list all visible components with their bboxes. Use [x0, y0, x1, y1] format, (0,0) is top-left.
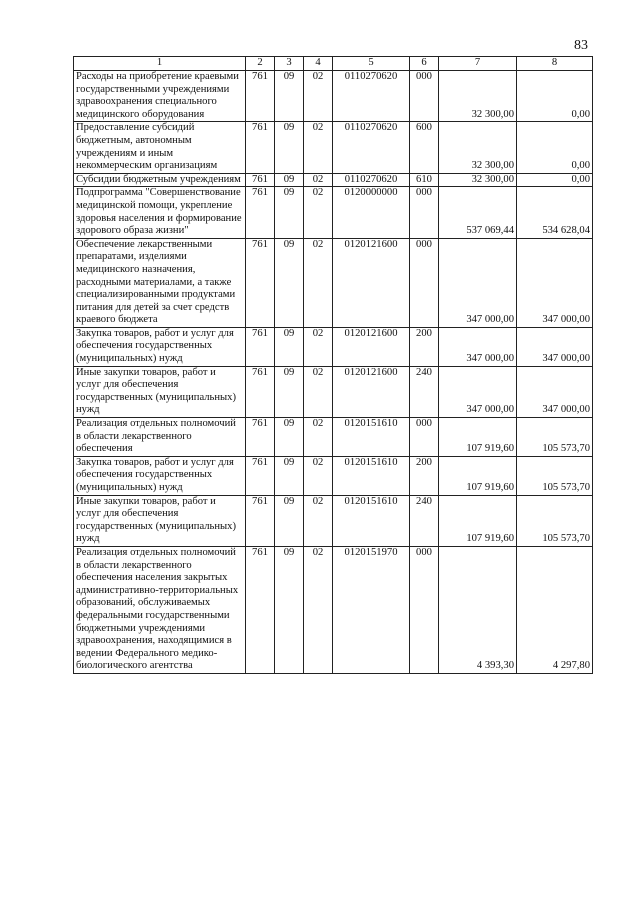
expense-name-cell: Закупка товаров, работ и услуг для обеспечения государственных (муниципальных) нужд — [74, 327, 246, 366]
subsection-code-cell: 02 — [304, 238, 333, 327]
section-code-cell: 09 — [275, 366, 304, 417]
amount-col7-cell: 347 000,00 — [439, 238, 517, 327]
table-row — [74, 173, 593, 187]
subsection-code-cell: 02 — [304, 71, 333, 122]
ministry-code-cell: 761 — [246, 238, 275, 327]
expense-name-cell: Обеспечение лекарственными препаратами, изделиями медицинского назначения, расходными материалами, а также специализированными продуктами питания для детей за счет средств краевого бюджета — [74, 238, 246, 327]
section-code-cell: 09 — [275, 495, 304, 546]
expense-type-cell: 240 — [410, 366, 439, 417]
table-row — [74, 456, 593, 495]
column-header: 6 — [410, 57, 439, 71]
amount-col7-cell: 347 000,00 — [439, 366, 517, 417]
column-header: 7 — [439, 57, 517, 71]
table-row — [74, 418, 593, 457]
section-code-cell: 09 — [275, 173, 304, 187]
amount-col8-cell: 105 573,70 — [517, 456, 593, 495]
subsection-code-cell: 02 — [304, 418, 333, 457]
amount-col8-cell: 347 000,00 — [517, 238, 593, 327]
subsection-code-cell: 02 — [304, 546, 333, 673]
section-code-cell: 09 — [275, 238, 304, 327]
target-item-cell: 0120121600 — [333, 327, 410, 366]
amount-col7-cell: 107 919,60 — [439, 456, 517, 495]
amount-col7-cell: 32 300,00 — [439, 173, 517, 187]
ministry-code-cell: 761 — [246, 418, 275, 457]
expense-name-cell: Подпрограмма "Совершенствование медицинской помощи, укрепление здоровья населения и формирование здорового образа жизни" — [74, 187, 246, 238]
expense-type-cell: 200 — [410, 456, 439, 495]
expense-name-cell: Предоставление субсидий бюджетным, автономным учреждениям и иным некоммерческим организациям — [74, 122, 246, 173]
table-row — [74, 366, 593, 417]
column-header: 4 — [304, 57, 333, 71]
amount-col8-cell: 0,00 — [517, 173, 593, 187]
target-item-cell: 0120121600 — [333, 366, 410, 417]
target-item-cell: 0110270620 — [333, 173, 410, 187]
expense-name-cell: Реализация отдельных полномочий в области лекарственного обеспечения населения закрытых административно-территориальных образований, обслуживаемых федеральными государственными бюджетными учреждениями здравоохранения, находящимися в ведении Федерального медико-биологического агентства — [74, 546, 246, 673]
amount-col7-cell: 347 000,00 — [439, 327, 517, 366]
ministry-code-cell: 761 — [246, 173, 275, 187]
amount-col8-cell: 0,00 — [517, 71, 593, 122]
expense-name-cell: Иные закупки товаров, работ и услуг для обеспечения государственных (муниципальных) нужд — [74, 495, 246, 546]
expense-type-cell: 600 — [410, 122, 439, 173]
amount-col7-cell: 107 919,60 — [439, 495, 517, 546]
section-code-cell: 09 — [275, 418, 304, 457]
target-item-cell: 0110270620 — [333, 122, 410, 173]
table-row — [74, 187, 593, 238]
column-header: 2 — [246, 57, 275, 71]
ministry-code-cell: 761 — [246, 187, 275, 238]
column-header: 1 — [74, 57, 246, 71]
expense-type-cell: 240 — [410, 495, 439, 546]
table-row — [74, 71, 593, 122]
section-code-cell: 09 — [275, 122, 304, 173]
expense-name-cell: Закупка товаров, работ и услуг для обеспечения государственных (муниципальных) нужд — [74, 456, 246, 495]
table-row — [74, 495, 593, 546]
target-item-cell: 0120000000 — [333, 187, 410, 238]
target-item-cell: 0120121600 — [333, 238, 410, 327]
amount-col8-cell: 4 297,80 — [517, 546, 593, 673]
table-row — [74, 327, 593, 366]
ministry-code-cell: 761 — [246, 71, 275, 122]
amount-col7-cell: 107 919,60 — [439, 418, 517, 457]
amount-col7-cell: 32 300,00 — [439, 71, 517, 122]
amount-col7-cell: 32 300,00 — [439, 122, 517, 173]
column-header: 5 — [333, 57, 410, 71]
amount-col7-cell: 537 069,44 — [439, 187, 517, 238]
expense-type-cell: 000 — [410, 71, 439, 122]
subsection-code-cell: 02 — [304, 122, 333, 173]
table-header-row — [74, 57, 593, 71]
amount-col7-cell: 4 393,30 — [439, 546, 517, 673]
table-body — [74, 57, 593, 674]
subsection-code-cell: 02 — [304, 366, 333, 417]
section-code-cell: 09 — [275, 327, 304, 366]
section-code-cell: 09 — [275, 187, 304, 238]
target-item-cell: 0120151610 — [333, 456, 410, 495]
target-item-cell: 0120151970 — [333, 546, 410, 673]
subsection-code-cell: 02 — [304, 456, 333, 495]
expense-name-cell: Расходы на приобретение краевыми государственными учреждениями здравоохранения специального медицинского оборудования — [74, 71, 246, 122]
expense-name-cell: Реализация отдельных полномочий в области лекарственного обеспечения — [74, 418, 246, 457]
amount-col8-cell: 534 628,04 — [517, 187, 593, 238]
table-row — [74, 122, 593, 173]
budget-table — [73, 56, 593, 674]
expense-type-cell: 200 — [410, 327, 439, 366]
column-header: 3 — [275, 57, 304, 71]
expense-type-cell: 000 — [410, 418, 439, 457]
ministry-code-cell: 761 — [246, 122, 275, 173]
subsection-code-cell: 02 — [304, 495, 333, 546]
target-item-cell: 0120151610 — [333, 495, 410, 546]
subsection-code-cell: 02 — [304, 187, 333, 238]
ministry-code-cell: 761 — [246, 366, 275, 417]
column-header: 8 — [517, 57, 593, 71]
target-item-cell: 0120151610 — [333, 418, 410, 457]
section-code-cell: 09 — [275, 71, 304, 122]
page-number: 83 — [574, 38, 588, 53]
ministry-code-cell: 761 — [246, 456, 275, 495]
amount-col8-cell: 0,00 — [517, 122, 593, 173]
expense-type-cell: 000 — [410, 238, 439, 327]
amount-col8-cell: 105 573,70 — [517, 495, 593, 546]
ministry-code-cell: 761 — [246, 327, 275, 366]
expense-name-cell: Субсидии бюджетным учреждениям — [74, 173, 246, 187]
section-code-cell: 09 — [275, 546, 304, 673]
subsection-code-cell: 02 — [304, 327, 333, 366]
amount-col8-cell: 347 000,00 — [517, 366, 593, 417]
section-code-cell: 09 — [275, 456, 304, 495]
table-row — [74, 238, 593, 327]
table-row — [74, 546, 593, 673]
expense-type-cell: 000 — [410, 546, 439, 673]
expense-name-cell: Иные закупки товаров, работ и услуг для обеспечения государственных (муниципальных) нужд — [74, 366, 246, 417]
subsection-code-cell: 02 — [304, 173, 333, 187]
amount-col8-cell: 347 000,00 — [517, 327, 593, 366]
target-item-cell: 0110270620 — [333, 71, 410, 122]
expense-type-cell: 000 — [410, 187, 439, 238]
ministry-code-cell: 761 — [246, 546, 275, 673]
expense-type-cell: 610 — [410, 173, 439, 187]
ministry-code-cell: 761 — [246, 495, 275, 546]
amount-col8-cell: 105 573,70 — [517, 418, 593, 457]
